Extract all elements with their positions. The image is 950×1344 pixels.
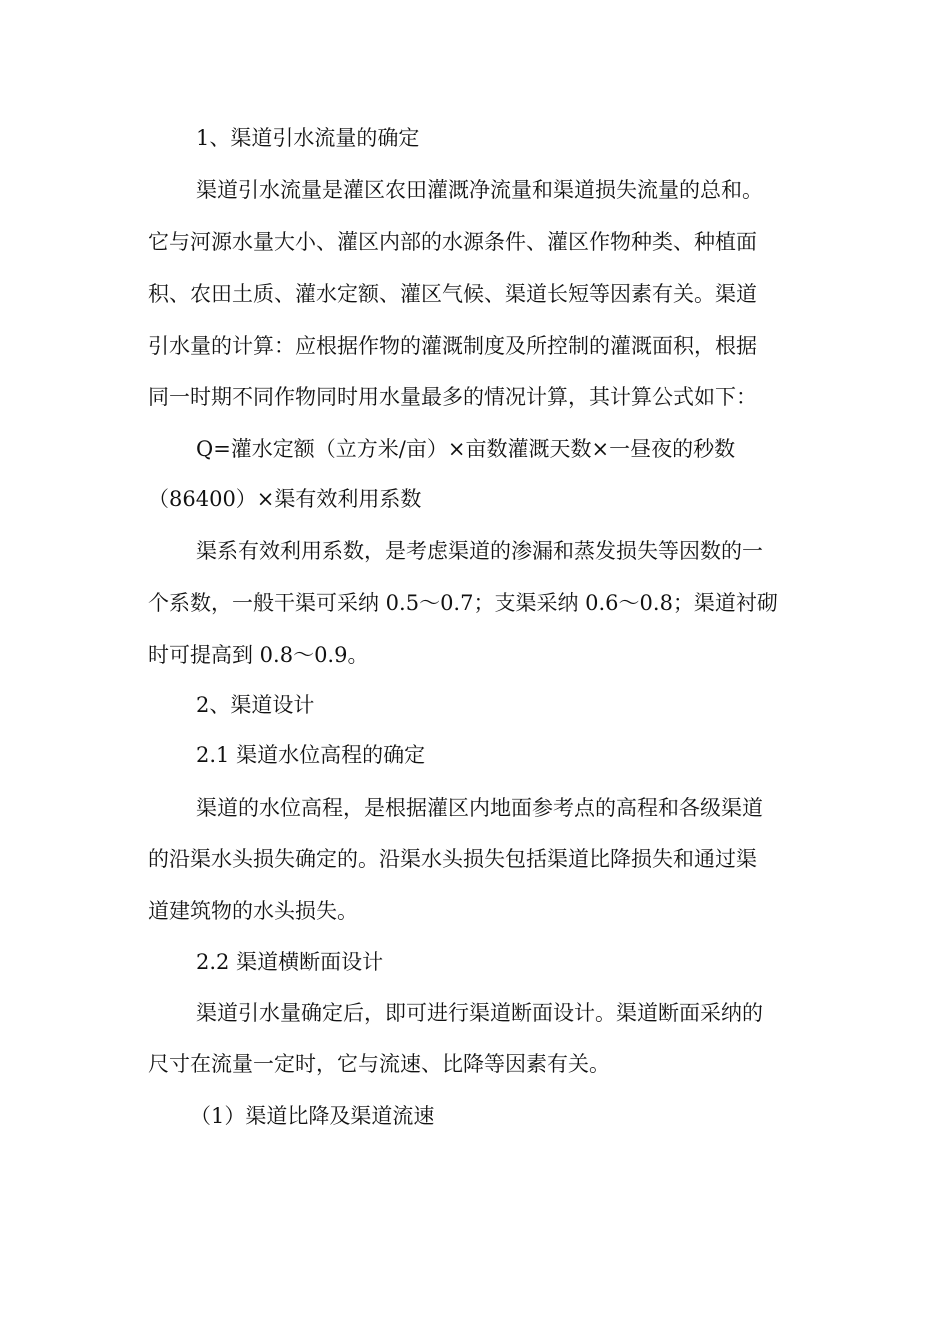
heading-1: 1、渠道引水流量的确定: [196, 126, 420, 150]
paragraph-line: 引水量的计算：应根据作物的灌溉制度及所控制的灌溉面积，根据: [148, 334, 757, 358]
heading-2: 2、渠道设计: [196, 693, 315, 717]
paragraph-line: 的沿渠水头损失确定的。沿渠水头损失包括渠道比降损失和通过渠: [148, 847, 757, 871]
paragraph-line: 同一时期不同作物同时用水量最多的情况计算，其计算公式如下：: [148, 385, 757, 409]
paragraph-line: 渠道引水量确定后，即可进行渠道断面设计。渠道断面采纳的: [196, 1001, 763, 1025]
heading-2-2: 2.2 渠道横断面设计: [196, 950, 384, 974]
paragraph-line: 尺寸在流量一定时，它与流速、比降等因素有关。: [148, 1052, 610, 1076]
paragraph-line: 渠道引水流量是灌区农田灌溉净流量和渠道损失流量的总和。: [196, 178, 763, 202]
paragraph-line: 积、农田土质、灌水定额、灌区气候、渠道长短等因素有关。渠道: [148, 282, 757, 306]
paragraph-line: 时可提高到 0.8～0.9。: [148, 643, 369, 667]
paragraph-line: 渠系有效利用系数，是考虑渠道的渗漏和蒸发损失等因数的一: [196, 539, 763, 563]
paragraph-line: 它与河源水量大小、灌区内部的水源条件、灌区作物种类、种植面: [148, 230, 757, 254]
formula-line: Q=灌水定额（立方米/亩）×亩数灌溉天数×一昼夜的秒数: [196, 437, 736, 461]
paragraph-line: 道建筑物的水头损失。: [148, 899, 358, 923]
heading-2-1: 2.1 渠道水位高程的确定: [196, 743, 426, 767]
paragraph-line: 个系数，一般干渠可采纳 0.5～0.7；支渠采纳 0.6～0.8；渠道衬砌: [148, 591, 778, 615]
paragraph-line: 渠道的水位高程，是根据灌区内地面参考点的高程和各级渠道: [196, 796, 763, 820]
formula-line: （86400）×渠有效利用系数: [148, 487, 422, 511]
subheading-1: （1）渠道比降及渠道流速: [190, 1104, 435, 1128]
